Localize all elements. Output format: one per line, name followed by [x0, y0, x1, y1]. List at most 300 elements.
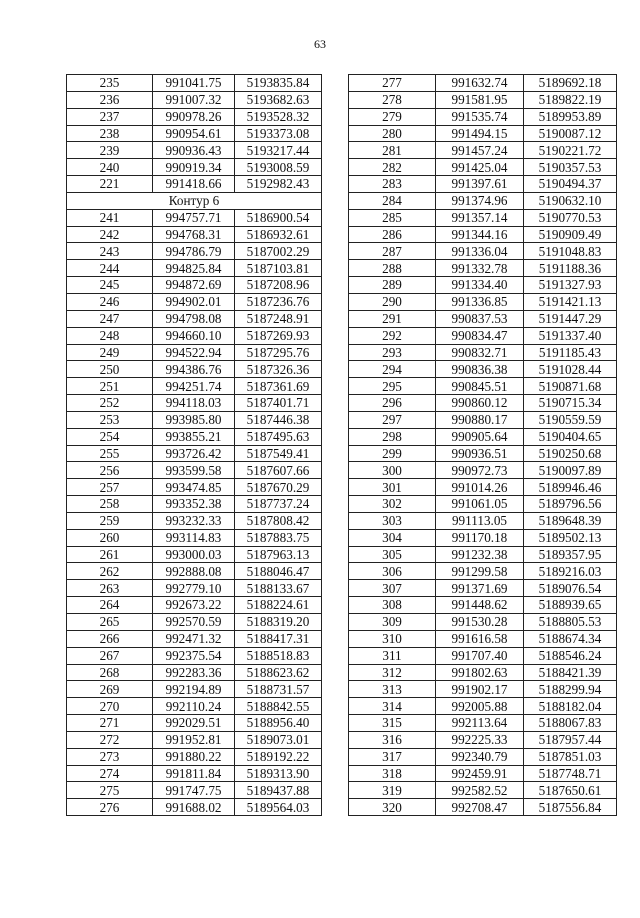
table-row [349, 277, 617, 294]
table-row [67, 327, 322, 344]
x-coordinate-cell: 991357.14 [436, 209, 524, 226]
x-coordinate-cell: 994825.84 [153, 260, 235, 277]
x-coordinate-cell: 992340.79 [436, 748, 524, 765]
y-coordinate-cell: 5189073.01 [235, 731, 322, 748]
table-row [349, 125, 617, 142]
x-coordinate-cell: 991448.62 [436, 597, 524, 614]
table-row [349, 731, 617, 748]
point-number-cell: 254 [67, 428, 153, 445]
point-number-cell: 240 [67, 159, 153, 176]
y-coordinate-cell: 5188623.62 [235, 664, 322, 681]
y-coordinate-cell: 5193835.84 [235, 75, 322, 92]
y-coordinate-cell: 5193217.44 [235, 142, 322, 159]
x-coordinate-cell: 992673.22 [153, 597, 235, 614]
y-coordinate-cell: 5187883.75 [235, 529, 322, 546]
point-number-cell: 279 [349, 108, 436, 125]
point-number-cell: 263 [67, 580, 153, 597]
point-number-cell: 309 [349, 614, 436, 631]
x-coordinate-cell: 991041.75 [153, 75, 235, 92]
table-row [349, 765, 617, 782]
table-row [349, 479, 617, 496]
table-row [67, 209, 322, 226]
y-coordinate-cell: 5188046.47 [235, 563, 322, 580]
y-coordinate-cell: 5187295.76 [235, 344, 322, 361]
table-row [67, 614, 322, 631]
x-coordinate-cell: 991457.24 [436, 142, 524, 159]
y-coordinate-cell: 5188417.31 [235, 630, 322, 647]
point-number-cell: 313 [349, 681, 436, 698]
point-number-cell: 272 [67, 731, 153, 748]
coordinates-table-left-body [67, 75, 322, 816]
x-coordinate-cell: 993599.58 [153, 462, 235, 479]
point-number-cell: 285 [349, 209, 436, 226]
table-row [67, 647, 322, 664]
point-number-cell: 268 [67, 664, 153, 681]
point-number-cell: 280 [349, 125, 436, 142]
x-coordinate-cell: 990954.61 [153, 125, 235, 142]
table-row [67, 765, 322, 782]
coordinates-table-right [348, 74, 617, 816]
x-coordinate-cell: 994872.69 [153, 277, 235, 294]
x-coordinate-cell: 990832.71 [436, 344, 524, 361]
x-coordinate-cell: 991299.58 [436, 563, 524, 580]
y-coordinate-cell: 5187401.71 [235, 395, 322, 412]
coordinates-table-right-body [349, 75, 617, 816]
point-number-cell: 288 [349, 260, 436, 277]
table-row [67, 529, 322, 546]
table-row [349, 782, 617, 799]
y-coordinate-cell: 5188133.67 [235, 580, 322, 597]
x-coordinate-cell: 990936.43 [153, 142, 235, 159]
y-coordinate-cell: 5189822.19 [524, 91, 617, 108]
x-coordinate-cell: 993474.85 [153, 479, 235, 496]
point-number-cell: 276 [67, 799, 153, 816]
x-coordinate-cell: 992110.24 [153, 698, 235, 715]
x-coordinate-cell: 991332.78 [436, 260, 524, 277]
x-coordinate-cell: 991007.32 [153, 91, 235, 108]
point-number-cell: 283 [349, 176, 436, 193]
y-coordinate-cell: 5191185.43 [524, 344, 617, 361]
section-title: Контур 6 [67, 192, 322, 209]
table-row [349, 243, 617, 260]
y-coordinate-cell: 5188842.55 [235, 698, 322, 715]
table-row [349, 698, 617, 715]
y-coordinate-cell: 5187737.24 [235, 496, 322, 513]
x-coordinate-cell: 994786.79 [153, 243, 235, 260]
point-number-cell: 277 [349, 75, 436, 92]
table-row [67, 546, 322, 563]
point-number-cell: 241 [67, 209, 153, 226]
point-number-cell: 312 [349, 664, 436, 681]
y-coordinate-cell: 5189076.54 [524, 580, 617, 597]
y-coordinate-cell: 5189796.56 [524, 496, 617, 513]
table-row [349, 192, 617, 209]
table-row [349, 647, 617, 664]
table-row [67, 310, 322, 327]
x-coordinate-cell: 991397.61 [436, 176, 524, 193]
point-number-cell: 290 [349, 293, 436, 310]
point-number-cell: 261 [67, 546, 153, 563]
y-coordinate-cell: 5188939.65 [524, 597, 617, 614]
x-coordinate-cell: 990972.73 [436, 462, 524, 479]
y-coordinate-cell: 5187957.44 [524, 731, 617, 748]
table-row [349, 445, 617, 462]
x-coordinate-cell: 993232.33 [153, 512, 235, 529]
table-row [349, 91, 617, 108]
point-number-cell: 236 [67, 91, 153, 108]
table-row [67, 159, 322, 176]
point-number-cell: 255 [67, 445, 153, 462]
table-row [67, 260, 322, 277]
y-coordinate-cell: 5187549.41 [235, 445, 322, 462]
y-coordinate-cell: 5190715.34 [524, 395, 617, 412]
point-number-cell: 281 [349, 142, 436, 159]
x-coordinate-cell: 991061.05 [436, 496, 524, 513]
x-coordinate-cell: 991747.75 [153, 782, 235, 799]
point-number-cell: 259 [67, 512, 153, 529]
y-coordinate-cell: 5187248.91 [235, 310, 322, 327]
table-row [349, 614, 617, 631]
point-number-cell: 252 [67, 395, 153, 412]
table-row [349, 799, 617, 816]
point-number-cell: 258 [67, 496, 153, 513]
point-number-cell: 273 [67, 748, 153, 765]
x-coordinate-cell: 991616.58 [436, 630, 524, 647]
point-number-cell: 275 [67, 782, 153, 799]
x-coordinate-cell: 990880.17 [436, 411, 524, 428]
point-number-cell: 238 [67, 125, 153, 142]
table-row [67, 597, 322, 614]
table-row [349, 597, 617, 614]
y-coordinate-cell: 5187963.13 [235, 546, 322, 563]
table-row [349, 395, 617, 412]
point-number-cell: 295 [349, 378, 436, 395]
x-coordinate-cell: 991952.81 [153, 731, 235, 748]
y-coordinate-cell: 5190909.49 [524, 226, 617, 243]
y-coordinate-cell: 5188805.53 [524, 614, 617, 631]
table-row [67, 630, 322, 647]
table-row [67, 496, 322, 513]
x-coordinate-cell: 990860.12 [436, 395, 524, 412]
table-row [349, 563, 617, 580]
y-coordinate-cell: 5187748.71 [524, 765, 617, 782]
y-coordinate-cell: 5189313.90 [235, 765, 322, 782]
table-row [67, 445, 322, 462]
table-row [67, 782, 322, 799]
coordinates-table-left [66, 74, 322, 816]
point-number-cell: 265 [67, 614, 153, 631]
y-coordinate-cell: 5187650.61 [524, 782, 617, 799]
y-coordinate-cell: 5188421.39 [524, 664, 617, 681]
x-coordinate-cell: 991170.18 [436, 529, 524, 546]
point-number-cell: 235 [67, 75, 153, 92]
point-number-cell: 237 [67, 108, 153, 125]
point-number-cell: 260 [67, 529, 153, 546]
point-number-cell: 314 [349, 698, 436, 715]
x-coordinate-cell: 994757.71 [153, 209, 235, 226]
y-coordinate-cell: 5187808.42 [235, 512, 322, 529]
x-coordinate-cell: 993114.83 [153, 529, 235, 546]
y-coordinate-cell: 5190221.72 [524, 142, 617, 159]
point-number-cell: 284 [349, 192, 436, 209]
x-coordinate-cell: 990978.26 [153, 108, 235, 125]
x-coordinate-cell: 991707.40 [436, 647, 524, 664]
y-coordinate-cell: 5193008.59 [235, 159, 322, 176]
y-coordinate-cell: 5192982.43 [235, 176, 322, 193]
point-number-cell: 278 [349, 91, 436, 108]
point-number-cell: 316 [349, 731, 436, 748]
y-coordinate-cell: 5187103.81 [235, 260, 322, 277]
point-number-cell: 291 [349, 310, 436, 327]
y-coordinate-cell: 5187326.36 [235, 361, 322, 378]
table-row [67, 428, 322, 445]
y-coordinate-cell: 5189953.89 [524, 108, 617, 125]
table-row [349, 630, 617, 647]
point-number-cell: 299 [349, 445, 436, 462]
table-row [67, 681, 322, 698]
y-coordinate-cell: 5188674.34 [524, 630, 617, 647]
table-row [349, 546, 617, 563]
table-row [67, 395, 322, 412]
table-row [349, 748, 617, 765]
table-row [67, 563, 322, 580]
y-coordinate-cell: 5189437.88 [235, 782, 322, 799]
y-coordinate-cell: 5193682.63 [235, 91, 322, 108]
point-number-cell: 317 [349, 748, 436, 765]
y-coordinate-cell: 5189192.22 [235, 748, 322, 765]
table-row [349, 293, 617, 310]
y-coordinate-cell: 5190087.12 [524, 125, 617, 142]
point-number-cell: 307 [349, 580, 436, 597]
y-coordinate-cell: 5189357.95 [524, 546, 617, 563]
point-number-cell: 246 [67, 293, 153, 310]
table-row [349, 496, 617, 513]
y-coordinate-cell: 5191421.13 [524, 293, 617, 310]
x-coordinate-cell: 992459.91 [436, 765, 524, 782]
y-coordinate-cell: 5189564.03 [235, 799, 322, 816]
y-coordinate-cell: 5193528.32 [235, 108, 322, 125]
point-number-cell: 289 [349, 277, 436, 294]
y-coordinate-cell: 5190770.53 [524, 209, 617, 226]
point-number-cell: 243 [67, 243, 153, 260]
y-coordinate-cell: 5186900.54 [235, 209, 322, 226]
table-row [67, 277, 322, 294]
table-row [349, 327, 617, 344]
table-row [349, 411, 617, 428]
y-coordinate-cell: 5191327.93 [524, 277, 617, 294]
point-number-cell: 247 [67, 310, 153, 327]
table-row [67, 715, 322, 732]
x-coordinate-cell: 990919.34 [153, 159, 235, 176]
table-row [349, 108, 617, 125]
x-coordinate-cell: 994386.76 [153, 361, 235, 378]
x-coordinate-cell: 991902.17 [436, 681, 524, 698]
point-number-cell: 251 [67, 378, 153, 395]
y-coordinate-cell: 5190494.37 [524, 176, 617, 193]
point-number-cell: 305 [349, 546, 436, 563]
table-row [349, 715, 617, 732]
x-coordinate-cell: 991530.28 [436, 614, 524, 631]
x-coordinate-cell: 994660.10 [153, 327, 235, 344]
point-number-cell: 303 [349, 512, 436, 529]
table-row [67, 75, 322, 92]
y-coordinate-cell: 5187495.63 [235, 428, 322, 445]
x-coordinate-cell: 991494.15 [436, 125, 524, 142]
y-coordinate-cell: 5189946.46 [524, 479, 617, 496]
point-number-cell: 253 [67, 411, 153, 428]
point-number-cell: 270 [67, 698, 153, 715]
point-number-cell: 244 [67, 260, 153, 277]
x-coordinate-cell: 991535.74 [436, 108, 524, 125]
point-number-cell: 304 [349, 529, 436, 546]
x-coordinate-cell: 992708.47 [436, 799, 524, 816]
y-coordinate-cell: 5187670.29 [235, 479, 322, 496]
table-row [349, 529, 617, 546]
table-row [67, 479, 322, 496]
point-number-cell: 249 [67, 344, 153, 361]
x-coordinate-cell: 991418.66 [153, 176, 235, 193]
y-coordinate-cell: 5190871.68 [524, 378, 617, 395]
point-number-cell: 302 [349, 496, 436, 513]
point-number-cell: 245 [67, 277, 153, 294]
y-coordinate-cell: 5188182.04 [524, 698, 617, 715]
table-row [349, 580, 617, 597]
table-row [349, 260, 617, 277]
table-row [349, 142, 617, 159]
y-coordinate-cell: 5187236.76 [235, 293, 322, 310]
point-number-cell: 257 [67, 479, 153, 496]
x-coordinate-cell: 990836.38 [436, 361, 524, 378]
table-row [349, 462, 617, 479]
table-row [349, 344, 617, 361]
table-row [349, 310, 617, 327]
x-coordinate-cell: 991014.26 [436, 479, 524, 496]
table-row [67, 799, 322, 816]
x-coordinate-cell: 991802.63 [436, 664, 524, 681]
x-coordinate-cell: 992225.33 [436, 731, 524, 748]
x-coordinate-cell: 991632.74 [436, 75, 524, 92]
table-row [349, 209, 617, 226]
point-number-cell: 318 [349, 765, 436, 782]
table-row [349, 226, 617, 243]
point-number-cell: 221 [67, 176, 153, 193]
table-row [67, 512, 322, 529]
x-coordinate-cell: 990905.64 [436, 428, 524, 445]
page-number: 63 [314, 37, 326, 51]
x-coordinate-cell: 991232.38 [436, 546, 524, 563]
x-coordinate-cell: 991688.02 [153, 799, 235, 816]
table-row [349, 664, 617, 681]
x-coordinate-cell: 991425.04 [436, 159, 524, 176]
y-coordinate-cell: 5187851.03 [524, 748, 617, 765]
y-coordinate-cell: 5190357.53 [524, 159, 617, 176]
point-number-cell: 297 [349, 411, 436, 428]
table-row [67, 142, 322, 159]
point-number-cell: 320 [349, 799, 436, 816]
x-coordinate-cell: 992194.89 [153, 681, 235, 698]
y-coordinate-cell: 5190632.10 [524, 192, 617, 209]
x-coordinate-cell: 991334.40 [436, 277, 524, 294]
point-number-cell: 250 [67, 361, 153, 378]
x-coordinate-cell: 993352.38 [153, 496, 235, 513]
x-coordinate-cell: 994902.01 [153, 293, 235, 310]
y-coordinate-cell: 5186932.61 [235, 226, 322, 243]
point-number-cell: 294 [349, 361, 436, 378]
table-row [349, 512, 617, 529]
x-coordinate-cell: 991344.16 [436, 226, 524, 243]
y-coordinate-cell: 5187556.84 [524, 799, 617, 816]
x-coordinate-cell: 994251.74 [153, 378, 235, 395]
table-row [67, 664, 322, 681]
x-coordinate-cell: 994768.31 [153, 226, 235, 243]
table-row [67, 344, 322, 361]
table-row [349, 681, 617, 698]
y-coordinate-cell: 5191337.40 [524, 327, 617, 344]
point-number-cell: 248 [67, 327, 153, 344]
y-coordinate-cell: 5188319.20 [235, 614, 322, 631]
y-coordinate-cell: 5193373.08 [235, 125, 322, 142]
table-row [67, 176, 322, 193]
y-coordinate-cell: 5188546.24 [524, 647, 617, 664]
table-row [67, 748, 322, 765]
point-number-cell: 315 [349, 715, 436, 732]
point-number-cell: 242 [67, 226, 153, 243]
x-coordinate-cell: 990936.51 [436, 445, 524, 462]
x-coordinate-cell: 992570.59 [153, 614, 235, 631]
table-row [349, 159, 617, 176]
y-coordinate-cell: 5191447.29 [524, 310, 617, 327]
y-coordinate-cell: 5189216.03 [524, 563, 617, 580]
table-row [67, 462, 322, 479]
point-number-cell: 306 [349, 563, 436, 580]
section-header-row [67, 192, 322, 209]
x-coordinate-cell: 992471.32 [153, 630, 235, 647]
x-coordinate-cell: 991113.05 [436, 512, 524, 529]
point-number-cell: 286 [349, 226, 436, 243]
table-row [67, 108, 322, 125]
x-coordinate-cell: 991880.22 [153, 748, 235, 765]
y-coordinate-cell: 5189692.18 [524, 75, 617, 92]
point-number-cell: 262 [67, 563, 153, 580]
table-row [67, 243, 322, 260]
point-number-cell: 292 [349, 327, 436, 344]
y-coordinate-cell: 5190097.89 [524, 462, 617, 479]
y-coordinate-cell: 5187002.29 [235, 243, 322, 260]
point-number-cell: 256 [67, 462, 153, 479]
y-coordinate-cell: 5188956.40 [235, 715, 322, 732]
table-row [67, 731, 322, 748]
table-row [349, 361, 617, 378]
table-row [67, 91, 322, 108]
table-row [67, 378, 322, 395]
x-coordinate-cell: 993855.21 [153, 428, 235, 445]
x-coordinate-cell: 992005.88 [436, 698, 524, 715]
y-coordinate-cell: 5187361.69 [235, 378, 322, 395]
y-coordinate-cell: 5187446.38 [235, 411, 322, 428]
point-number-cell: 267 [67, 647, 153, 664]
table-row [67, 125, 322, 142]
x-coordinate-cell: 992283.36 [153, 664, 235, 681]
y-coordinate-cell: 5191048.83 [524, 243, 617, 260]
point-number-cell: 293 [349, 344, 436, 361]
table-row [67, 293, 322, 310]
x-coordinate-cell: 994522.94 [153, 344, 235, 361]
x-coordinate-cell: 990837.53 [436, 310, 524, 327]
x-coordinate-cell: 994798.08 [153, 310, 235, 327]
y-coordinate-cell: 5187607.66 [235, 462, 322, 479]
x-coordinate-cell: 993726.42 [153, 445, 235, 462]
table-row [67, 580, 322, 597]
